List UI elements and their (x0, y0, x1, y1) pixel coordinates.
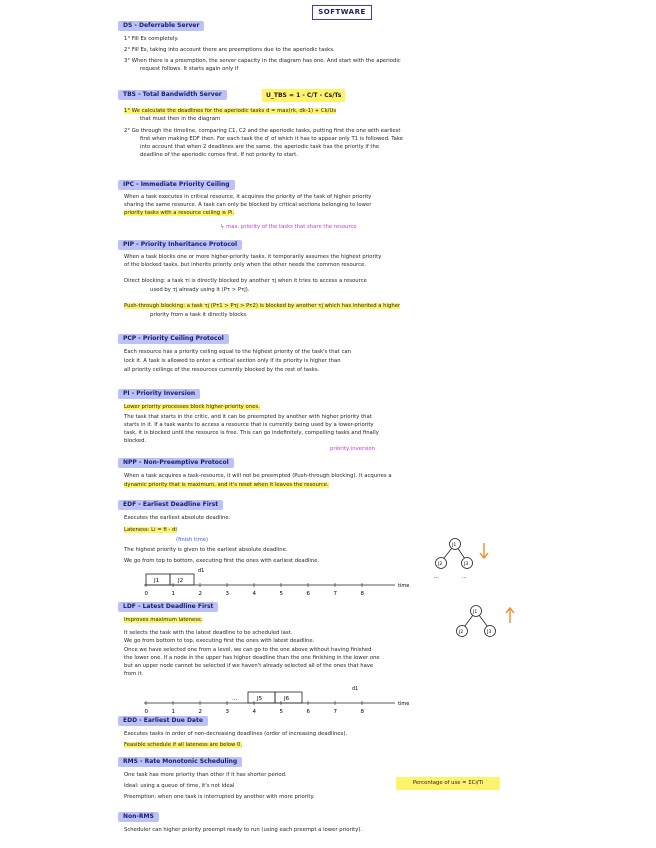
edf-line-4: We go from top to bottom, executing first the ones with earliest deadline. (124, 558, 320, 564)
tbs-line-2: that must then in the diagram (140, 116, 221, 122)
pi-line-2: The task that starts in the critic, and it can be preempted by another with higher priority that (124, 414, 372, 420)
edf-down-arrow-icon (478, 542, 490, 560)
edf-tick-label: 2 (198, 591, 202, 597)
tbs-formula: U_TBS = 1 - C/T - Cs/Ts (262, 89, 345, 102)
ldf-tick-label: 2 (198, 709, 202, 715)
section-ds: DS - Deferrable Server (118, 21, 204, 31)
edf-timeline (140, 566, 430, 602)
section-rms: RMS - Rate Monotonic Scheduling (118, 757, 242, 767)
pi-line-4: task, it is blocked until the resource is free. This can go indefinitely, compelling tasks and finally (124, 430, 379, 436)
section-pi: PI - Priority Inversion (118, 389, 200, 399)
ipc-line-3 (124, 210, 234, 217)
ipc-line-3-text: priority tasks with a resource ceiling ≥ Pi. (124, 210, 235, 216)
ldf-line-1-text: Improves maximum lateness. (124, 617, 203, 623)
ds-line-3: 3° When there is a preemption, the server capacity in the diagram has one. And start with the aperiodic (124, 58, 401, 64)
npp-line-1: When a task acquires a task-resource, it will not be preempted (Push-through blocking). It acquires a (124, 473, 392, 479)
npp-line-2-text: dynamic priority that is maximum, and it's reset when it leaves the resource. (124, 482, 329, 488)
pip-line-2: of the blocked tasks, but inherits priority only when the other needs the common resource. (124, 262, 366, 268)
rms-line-1: One task has more priority than other if it has shorter period. (124, 772, 287, 778)
ldf-timeline (140, 684, 430, 720)
section-pip: PIP - Priority Inheritance Protocol (118, 240, 242, 250)
edf-top-mark: d1 (198, 568, 205, 574)
ldf-tick-label: 8 (360, 709, 364, 715)
edf-tick-label: 0 (144, 591, 148, 597)
pip-line-5 (124, 303, 400, 310)
ds-line-2: 2° Fill Es, taking into account there are preemptions due to the aperiodic tasks. (124, 47, 335, 53)
ldf-tree-label-2: J2 (459, 630, 464, 635)
ldf-tick-label: 1 (171, 709, 175, 715)
ldf-tick-label: 6 (306, 709, 310, 715)
ldf-up-arrow-icon (504, 606, 516, 624)
ipc-line-1: When a task executes in critical resource, it acquires the priority of the task of higher priority (124, 194, 372, 200)
edf-tree-label-1: J1 (452, 543, 457, 548)
ldf-tree (440, 601, 510, 643)
edf-tree-label-2: J2 (438, 562, 443, 567)
section-edd: EDD - Earliest Due Date (118, 716, 208, 726)
edf-note: (finish time) (176, 537, 209, 543)
ldf-ellipsis: ... (232, 696, 238, 702)
ldf-line-6: but an upper node cannot be selected if we haven't already selected all of the ones that have (124, 663, 374, 669)
pi-note: priority inversion (330, 446, 376, 452)
edf-tick-label: 6 (306, 591, 310, 597)
edf-tick-label: 3 (225, 591, 229, 597)
section-tbs: TBS - Total Bandwidth Server (118, 90, 227, 100)
section-pcp: PCP - Priority Ceiling Protocol (118, 334, 229, 344)
rms-line-3: Preemption: when one task is interrupted by another with more priority. (124, 794, 315, 800)
ldf-task-label-1: J5 (257, 696, 263, 702)
pcp-line-3: all priority ceilings of the resources currently blocked by the rest of tasks. (124, 367, 320, 373)
ldf-line-4: Once we have selected one from a level, we can go to the one above without having finished (124, 647, 372, 653)
edd-line-2-text: Feasible schedule if all lateness are below 0. (124, 742, 243, 748)
pi-line-5: blocked. (124, 438, 147, 444)
tbs-line-4: first when making EDF then. For each task the d' of which it has to appear only T1 is followed. Take (140, 136, 404, 142)
edf-tree-ellipsis-1: ... (434, 574, 439, 580)
page-title: SOFTWARE (312, 5, 372, 20)
edf-tick-label: 7 (333, 591, 337, 597)
ldf-tick-label: 0 (144, 709, 148, 715)
nonrms-line-1: Scheduler can higher priority preempt ready to run (using each preempt a lower priority). (124, 827, 363, 833)
tbs-line-1-text: 1° We calculate the deadlines for the aperiodic tasks d = max(rk, dk-1) + Ck/Us (124, 108, 337, 114)
ldf-top-mark: d1 (352, 686, 359, 692)
ipc-line-2: sharing the same resource. A task can only be blocked by critical sections belonging to lower (124, 202, 372, 208)
pcp-line-2: lock it. A task is allowed to enter a critical section only if its priority is higher than (124, 358, 341, 364)
ldf-tree-label-1: J1 (473, 610, 478, 615)
edf-tree-label-3: J3 (464, 562, 469, 567)
tbs-line-5: into account that when 2 deadlines are the same, the aperiodic task has the priority if the (140, 144, 380, 150)
edd-line-2 (124, 742, 242, 749)
ldf-tree-label-3: J3 (487, 630, 492, 635)
edf-line-2-text: Lateness: Li = fi - di (124, 527, 177, 533)
ldf-tick-label: 7 (333, 709, 337, 715)
section-ipc: IPC - Immediate Priority Ceiling (118, 180, 235, 190)
pi-line-1-text: Lower priority processes block higher-priority ones. (124, 404, 260, 410)
ldf-line-3: We go from bottom to top, executing first the ones with latest deadline. (124, 638, 315, 644)
pip-line-3: Direct blocking: a task τi is directly blocked by another τj when it tries to access a resource (124, 278, 367, 284)
section-nonrms: Non-RMS (118, 812, 159, 822)
rms-line-2: Ideal: using a queue of time, it's not ideal (124, 783, 235, 789)
edf-tree-ellipsis-2: ... (462, 574, 467, 580)
tbs-line-1 (124, 108, 336, 115)
section-ldf: LDF - Latest Deadline First (118, 602, 218, 612)
section-edf: EDF - Earliest Deadline First (118, 500, 223, 510)
ds-line-1: 1° Fill Es completely. (124, 36, 179, 42)
edf-tick-label: 5 (279, 591, 283, 597)
edf-line-3: The highest priority is given to the earliest absolute deadline. (124, 547, 288, 553)
pi-line-1 (124, 404, 260, 411)
edf-line-2 (124, 527, 177, 534)
edf-task-label-2: J2 (178, 578, 184, 584)
rms-usage-formula: Percentage of use = ΣCi/Ti (396, 777, 500, 790)
pcp-line-1: Each resource has a priority ceiling equal to the highest priority of the task's that can (124, 349, 351, 355)
edf-tick-label: 8 (360, 591, 364, 597)
pip-line-6: priority from a task it directly blocks. (150, 312, 248, 318)
ldf-task-label-2: J6 (284, 696, 290, 702)
ldf-tick-label: 5 (279, 709, 283, 715)
edf-line-1: Executes the earliest absolute deadline. (124, 515, 231, 521)
edf-tick-label: 4 (252, 591, 256, 597)
tbs-line-3: 2° Go through the timeline, comparing C1, C2 and the aperiodic tasks, putting first the one with earliest (124, 128, 401, 134)
ldf-tick-label: 4 (252, 709, 256, 715)
tbs-line-6: deadline of the aperiodic comes first. If not priority to start. (140, 152, 298, 158)
edf-tick-label: 1 (171, 591, 175, 597)
pi-line-3: starts in it. If a task wants to access a resource that is currently being used by a lower-priority (124, 422, 374, 428)
pip-line-1: When a task blocks one or more higher-priority tasks, it temporarily assumes the highest priority (124, 254, 382, 260)
ldf-line-2: It selects the task with the latest deadline to be scheduled last. (124, 630, 293, 636)
ldf-tick-label: 3 (225, 709, 229, 715)
ldf-line-7: from it. (124, 671, 144, 677)
ldf-line-1 (124, 617, 202, 624)
pip-line-4: used by τj already using it (Pτ > Pτj). (150, 287, 250, 293)
edf-axis-label: time (398, 583, 410, 589)
ds-line-4: request follows. It starts again only if (140, 66, 239, 72)
ldf-line-5: the lower one. If a node in the upper has higher deadline than the one finishing in the lower one (124, 655, 380, 661)
edd-line-1: Executes tasks in order of non-decreasing deadlines (order of increasing deadlines). (124, 731, 348, 737)
edf-task-label-1: J1 (154, 578, 160, 584)
pip-line-5-text: Push-through blocking: a task τj (Pτ1 > Pτj > Pτ2) is blocked by another τj which has inherited a higher (124, 303, 401, 309)
section-npp: NPP - Non-Preemptive Protocol (118, 458, 234, 468)
npp-line-2 (124, 482, 329, 489)
ldf-axis-label: time (398, 701, 410, 707)
ipc-note: ↳ max. priority of the tasks that share the resource (220, 224, 357, 230)
